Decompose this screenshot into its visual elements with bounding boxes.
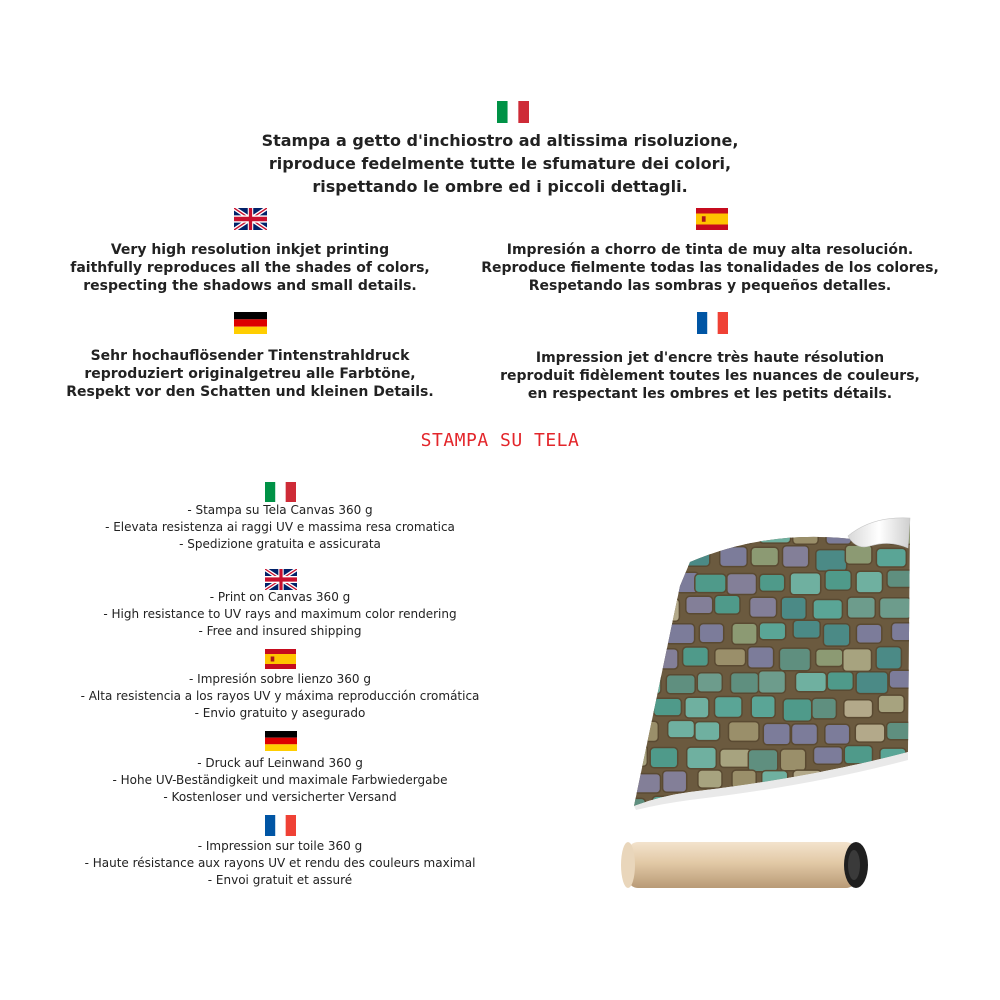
mosaic-tile [698,770,722,788]
mosaic-tile [631,774,660,793]
uk-flag-icon [234,208,267,230]
italy-flag-icon [497,101,529,123]
mosaic-tile [845,545,872,564]
mosaic-tile [727,574,757,595]
mosaic-tile [751,547,779,566]
mosaic-tile [696,524,725,542]
intro-text-german: Sehr hochauflösender Tintenstrahldruck reproduziert originalgetreu alle Farbtöne, Respekt vor den Schatten und kleinen Details. [66,348,434,400]
mosaic-tile [751,798,777,820]
mosaic-tile [783,699,812,722]
intro-text-italian: Stampa a getto d'inchiostro ad altissima risoluzione, riproduce fedelmente tutte le sfumature dei colori, rispettando le ombre ed i piccoli dettagli. [261,131,739,196]
mosaic-tile [844,700,873,718]
mosaic-tile [664,624,694,644]
mosaic-tile [890,774,922,796]
mosaic-tile [790,573,821,595]
mosaic-tile [878,695,904,713]
mosaic-tile [847,597,875,618]
intro-text-spanish: Impresión a chorro de tinta de muy alta resolución. Reproduce fielmente todas las tonalidades de los colores, Respetando las sombras y pequeños detalles. [481,242,939,294]
mosaic-tile [720,547,748,567]
mosaic-tile [781,597,806,619]
mosaic-tile [685,697,709,718]
mosaic-tile [855,724,885,742]
features-german: - Druck auf Leinwand 360 g - Hohe UV-Beständigkeit und maximale Farbwiedergabe - Kostenloser und versicherter Versand [112,756,448,804]
mosaic-tile [759,520,791,543]
mosaic-tile [683,545,710,566]
mosaic-tile [663,771,687,793]
features-spanish: - Impresión sobre lienzo 360 g - Alta resistencia a los rayos UV y máxima reproducción cromática - Envio gratuito y asegurado [80,672,480,720]
features-french: - Impression sur toile 360 g - Haute résistance aux rayons UV et rendu des couleurs maximal - Envoi gratuit et assuré [84,839,476,887]
mosaic-tile [633,620,665,640]
mosaic-tile [792,724,818,745]
mosaic-tile [856,571,882,593]
mosaic-tile [635,674,661,695]
mosaic-tile [699,624,723,643]
mosaic-tile [779,648,810,671]
mosaic-tile [825,570,851,590]
mosaic-tile [653,599,680,622]
section-heading: STAMPA SU TELA [420,430,580,451]
mosaic-tile [793,620,820,638]
mosaic-tile [630,572,659,592]
mosaic-tile [880,598,912,619]
mosaic-tile [796,672,827,692]
mosaic-tile [633,523,658,542]
mosaic-tile [630,721,658,741]
mosaic-tile [876,647,901,670]
mosaic-tile [823,624,849,646]
mosaic-tile [620,696,648,716]
mosaic-tile [654,698,682,716]
mosaic-tile [750,597,777,617]
mosaic-tile [683,647,709,666]
mosaic-tile [665,520,696,541]
mosaic-tile [719,796,746,817]
mosaic-tile [816,649,843,667]
mosaic-tile [619,798,645,820]
mosaic-tile [856,672,888,694]
uk-flag-icon [265,569,297,590]
mosaic-tile [729,722,760,742]
spain-flag-icon [265,649,296,669]
intro-text-french: Impression jet d'encre très haute résolution reproduit fidèlement toutes les nuances de couleurs, en respectant les ombres et les petits détails. [500,350,920,402]
mosaic-tile [727,523,752,543]
mosaic-tile [620,647,648,666]
mosaic-tile [783,546,809,568]
mosaic-tile [748,647,774,668]
mosaic-tile [748,750,778,772]
mosaic-tile [813,600,842,620]
mosaic-tile [815,800,840,820]
canvas-print-image [610,510,930,900]
mosaic-tile [854,771,881,791]
mosaic-tile [695,722,720,741]
mosaic-tile [814,747,843,765]
mosaic-tile [825,724,850,744]
mosaic-tile [826,521,851,544]
france-flag-icon [265,815,296,836]
mosaic-tile [856,624,881,643]
mosaic-tile [697,673,722,692]
mosaic-tile [686,596,713,614]
mosaic-tile [827,672,853,691]
features-english: - Print on Canvas 360 g - High resistance to UV rays and maximum color rendering - Free and insured shipping [103,590,457,638]
mosaic-tile [720,749,751,767]
mosaic-tile [759,671,786,694]
mosaic-tile [650,748,678,768]
france-flag-icon [697,312,728,334]
intro-text-english: Very high resolution inkjet printing faithfully reproduces all the shades of colors, respecting the shadows and small details. [70,242,430,294]
mosaic-tile [732,623,757,644]
mosaic-tile [887,570,916,588]
mosaic-tile [668,720,695,738]
mosaic-tile [759,623,786,640]
mosaic-tile [763,723,790,744]
mosaic-tile [715,697,743,718]
mosaic-tile [623,547,649,568]
mosaic-tile [715,649,746,666]
mosaic-tile [666,675,695,694]
mosaic-tile [620,745,648,766]
mosaic-tile [751,696,775,718]
mosaic-tile [876,548,906,567]
spain-flag-icon [696,208,728,230]
mosaic-tile [759,574,784,591]
mosaic-tile [816,550,847,572]
mosaic-tile [875,796,900,815]
mosaic-tile [731,673,759,694]
mosaic-tile [843,649,872,672]
mosaic-tile [650,649,678,669]
mosaic-tile [887,722,917,739]
mosaic-tile [844,796,871,815]
mosaic-tile [889,670,917,688]
mosaic-tile [891,623,916,641]
features-italian: - Stampa su Tela Canvas 360 g - Elevata resistenza ai raggi UV e massima resa cromatica - Spedizione gratuita e assicurata [105,503,455,551]
germany-flag-icon [234,312,267,334]
mosaic-tile [715,595,741,614]
mosaic-tile [783,799,813,820]
mosaic-tile [780,749,805,771]
mosaic-tile [655,548,680,566]
mosaic-tile [619,597,646,614]
germany-flag-icon [265,731,297,751]
mosaic-tile [812,698,837,719]
mosaic-tile [844,746,872,764]
italy-flag-icon [265,482,296,502]
mosaic-tile [793,525,819,545]
mosaic-tile [687,747,717,769]
mosaic-tile [695,574,726,593]
